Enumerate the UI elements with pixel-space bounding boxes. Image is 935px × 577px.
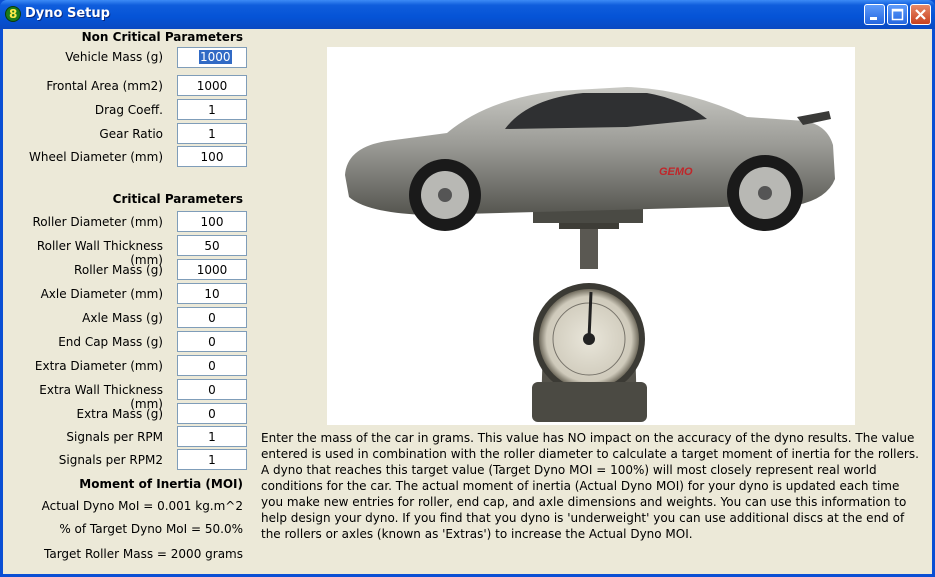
- roller-diameter-input[interactable]: [177, 211, 247, 232]
- axle-diameter-input[interactable]: [177, 283, 247, 304]
- gear-ratio-input[interactable]: [177, 123, 247, 144]
- signals-per-rpm2-input[interactable]: [177, 449, 247, 470]
- non-critical-heading: Non Critical Parameters: [81, 30, 243, 44]
- car-on-scale-image: [327, 47, 855, 425]
- critical-heading: Critical Parameters: [112, 192, 243, 206]
- minimize-button[interactable]: [864, 4, 885, 25]
- signals-per-rpm-input[interactable]: [177, 426, 247, 447]
- end-cap-mass-input[interactable]: [177, 331, 247, 352]
- close-button[interactable]: [910, 4, 931, 25]
- minimize-icon: [865, 5, 884, 24]
- extra-mass-label: Extra Mass (g): [76, 407, 163, 421]
- roller-mass-input[interactable]: [177, 259, 247, 280]
- scale: [532, 209, 647, 422]
- extra-mass-input[interactable]: [177, 403, 247, 424]
- roller-mass-label: Roller Mass (g): [74, 263, 163, 277]
- drag-coeff-label: Drag Coeff.: [94, 103, 163, 117]
- axle-diameter-label: Axle Diameter (mm): [40, 287, 163, 301]
- percent-target-moi: % of Target Dyno MoI = 50.0%: [59, 522, 243, 536]
- car: [345, 87, 835, 231]
- roller-diameter-label: Roller Diameter (mm): [32, 215, 163, 229]
- vehicle-mass-input[interactable]: [177, 47, 247, 68]
- roller-wall-thickness-label: Roller Wall Thickness (mm): [36, 239, 163, 267]
- extra-wall-thickness-input[interactable]: [177, 379, 247, 400]
- maximize-icon: [888, 5, 907, 24]
- wheel-diameter-label: Wheel Diameter (mm): [29, 150, 163, 164]
- maximize-button[interactable]: [887, 4, 908, 25]
- actual-dyno-moi: Actual Dyno MoI = 0.001 kg.m^2: [41, 499, 243, 513]
- signals-per-rpm-label: Signals per RPM: [66, 430, 163, 444]
- car-decal-text: GEMO: [659, 166, 693, 178]
- extra-diameter-label: Extra Diameter (mm): [34, 359, 163, 373]
- extra-wall-thickness-label: Extra Wall Thickness (mm): [39, 383, 163, 411]
- roller-wall-thickness-input[interactable]: [177, 235, 247, 256]
- moi-heading: Moment of Inertia (MOI): [79, 477, 243, 491]
- frontal-area-label: Frontal Area (mm2): [46, 79, 163, 93]
- gear-ratio-label: Gear Ratio: [99, 127, 163, 141]
- vehicle-mass-label: Vehicle Mass (g): [65, 50, 163, 64]
- axle-mass-input[interactable]: [177, 307, 247, 328]
- axle-mass-label: Axle Mass (g): [82, 311, 163, 325]
- vehicle-mass-value: 1000: [200, 50, 231, 64]
- help-description: Enter the mass of the car in grams. This value has NO impact on the accuracy of the dyno results. The value entered is used in combination with the roller diameter to calculate a target moment of inertia for the rollers. A dyno that reaches this target value (Target Dyno MOI = 100%) will most closely represent real world conditions for the car. The actual moment of inertia (Actual Dyno MOI) for your dyno is updated each time you make new entries for roller, end cap, and axle dimensions and weights. You can use this information to help design your dyno. If you find that you dyno is 'underweight' you can use additional discs at the end of the rollers or axles (known as 'Extras') to increase the Actual Dyno MOI.: [261, 431, 919, 541]
- extra-diameter-input[interactable]: [177, 355, 247, 376]
- signals-per-rpm2-label: Signals per RPM2: [58, 453, 163, 467]
- title-bar[interactable]: [0, 0, 935, 29]
- target-roller-mass: Target Roller Mass = 2000 grams: [44, 547, 243, 561]
- close-icon: [911, 5, 930, 24]
- window-title: Dyno Setup: [25, 6, 110, 21]
- client-area: [3, 29, 932, 574]
- drag-coeff-input[interactable]: [177, 99, 247, 120]
- wheel-diameter-input[interactable]: [177, 146, 247, 167]
- app-icon[interactable]: 8: [5, 6, 21, 22]
- end-cap-mass-label: End Cap Mass (g): [58, 335, 163, 349]
- frontal-area-input[interactable]: [177, 75, 247, 96]
- car-on-scale-illustration: [327, 47, 855, 425]
